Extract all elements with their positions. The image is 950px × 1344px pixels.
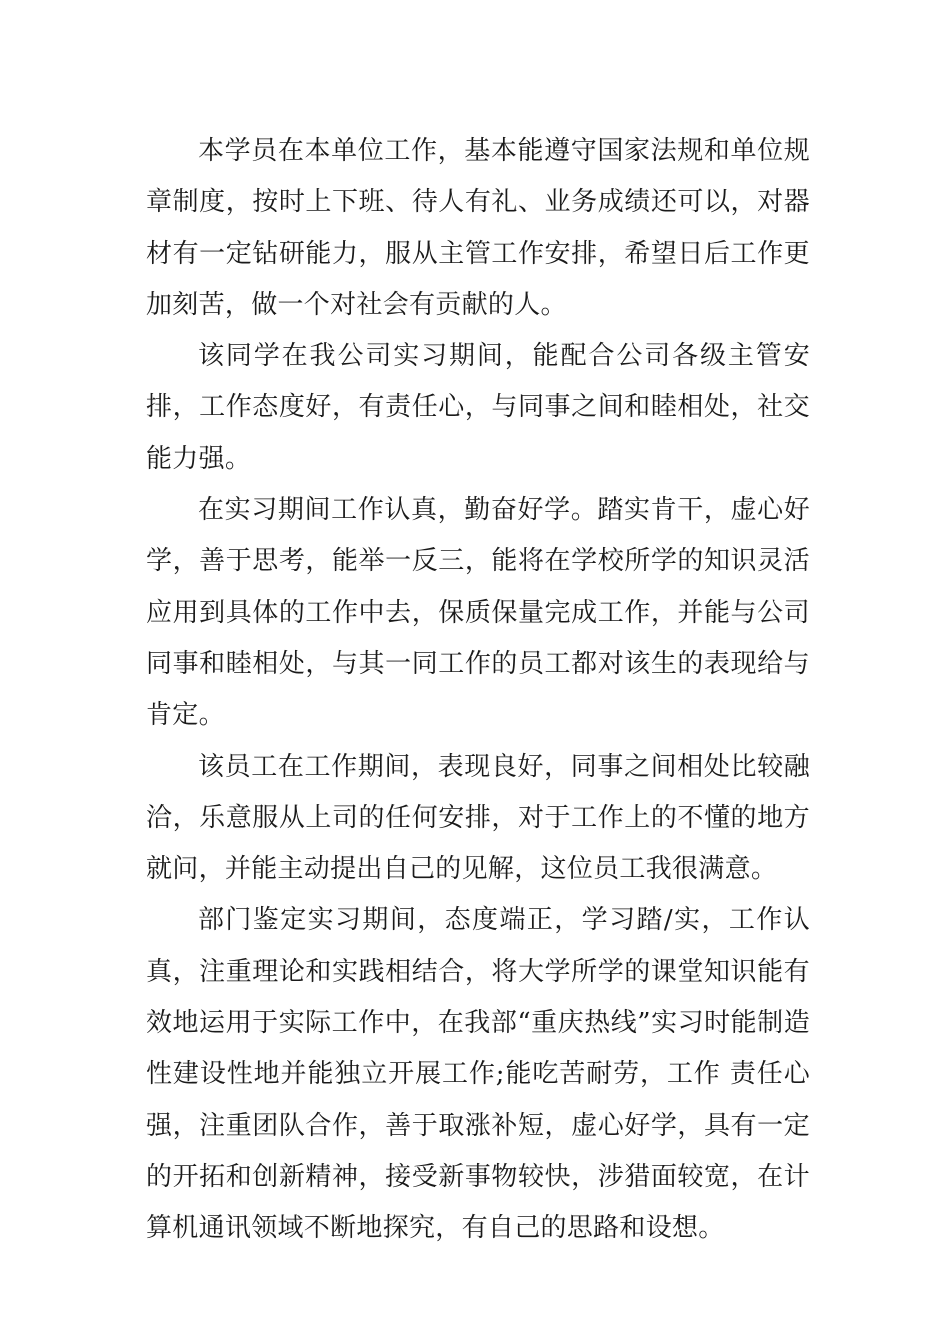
paragraph-4: 该员工在工作期间，表现良好，同事之间相处比较融洽，乐意服从上司的任何安排，对于工作上的不懂的地方就问，并能主动提出自己的见解，这位员工我很满意。 [146, 751, 810, 885]
paragraph-1: 本学员在本单位工作，基本能遵守国家法规和单位规章制度，按时上下班、待人有礼、业务成绩还可以，对器材有一定钻研能力，服从主管工作安排，希望日后工作更加刻苦，做一个对社会有贡献的人。 [146, 136, 810, 320]
paragraph-5: 部门鉴定实习期间，态度端正，学习踏/实，工作认真，注重理论和实践相结合，将大学所学的课堂知识能有效地运用于实际工作中，在我部“重庆热线”实习时能制造性建设性地并能独立开展工作;能吃苦耐劳，工作 责任心强，注重团队合作，善于取涨补短，虚心好学，具有一定的开拓和创新精神，接受新事物较快，涉猎面较宽，在计算机通讯领域不断地探究，有自己的思路和设想。 [146, 905, 810, 1244]
document-body [146, 126, 810, 1255]
paragraph-2: 该同学在我公司实习期间，能配合公司各级主管安排，工作态度好，有责任心，与同事之间和睦相处，社交能力强。 [146, 341, 810, 474]
paragraph-3: 在实习期间工作认真，勤奋好学。踏实肯干，虚心好学，善于思考，能举一反三，能将在学校所学的知识灵活应用到具体的工作中去，保质保量完成工作，并能与公司同事和睦相处，与其一同工作的员工都对该生的表现给与肯定。 [146, 495, 810, 731]
